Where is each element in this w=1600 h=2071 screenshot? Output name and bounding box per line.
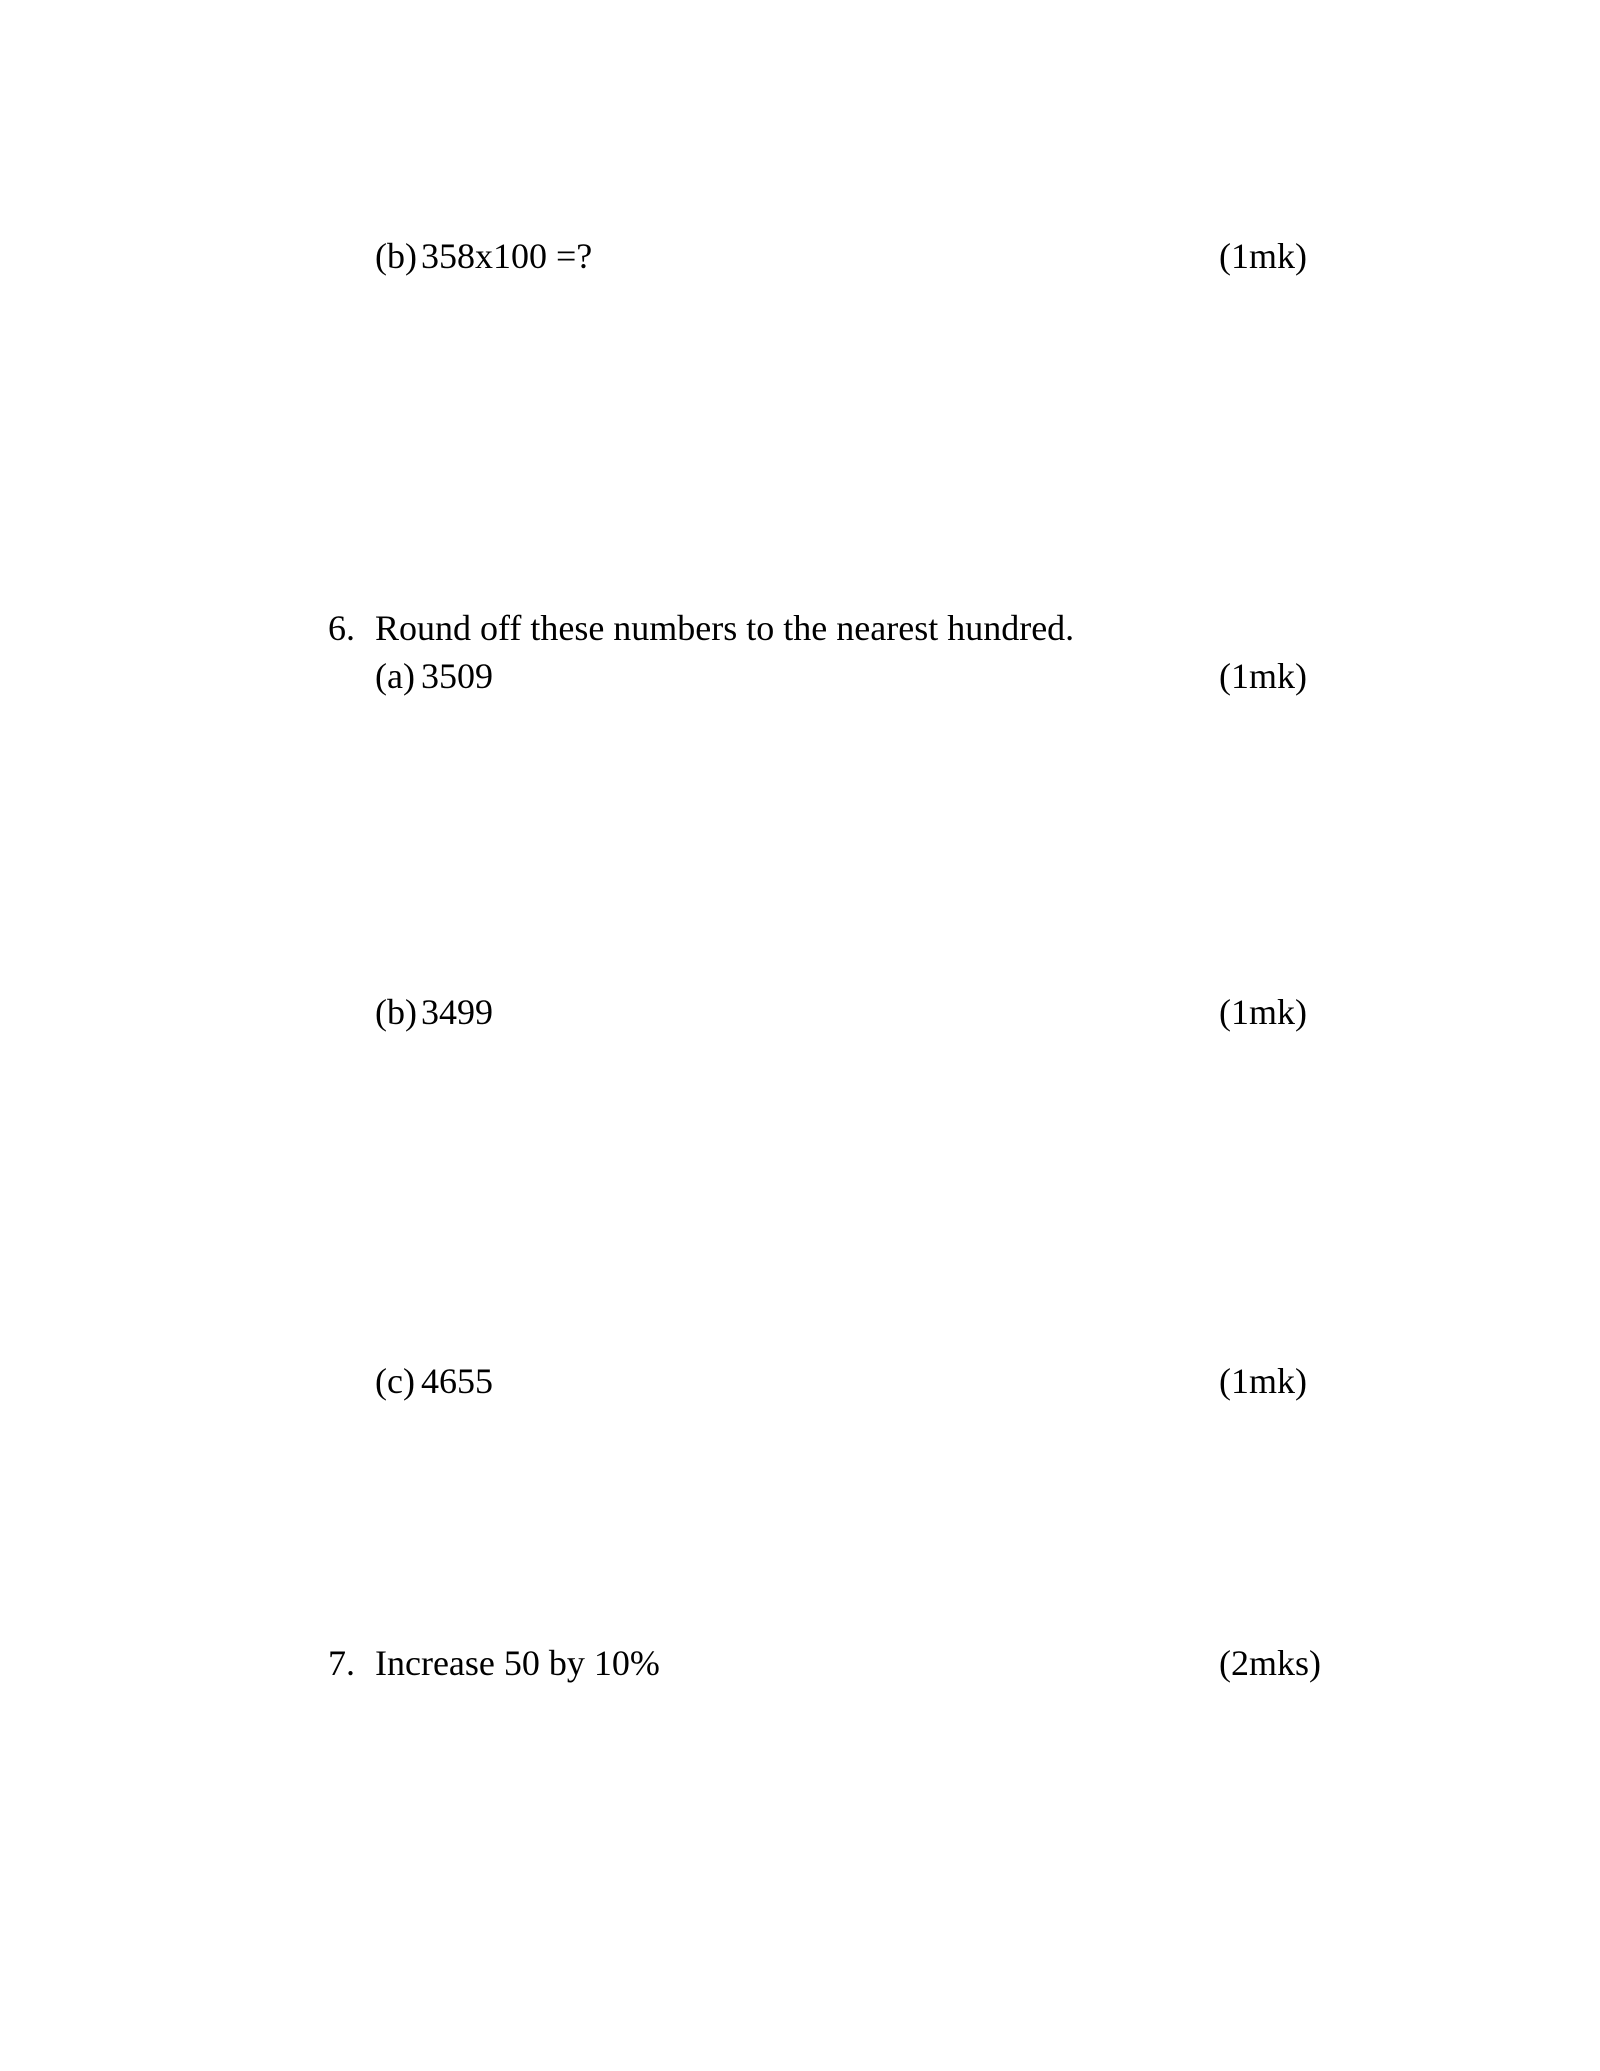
question-number: 6. xyxy=(328,608,355,648)
marks-label: (1mk) xyxy=(1219,236,1307,276)
sub-question-text: 358x100 =? xyxy=(421,236,593,276)
marks-label: (1mk) xyxy=(1219,1361,1307,1401)
question-number: 7. xyxy=(328,1643,355,1683)
sub-question-label: (a) xyxy=(375,656,415,696)
marks-label: (1mk) xyxy=(1219,656,1307,696)
question-text: Round off these numbers to the nearest hundred. xyxy=(375,608,1075,648)
marks-label: (1mk) xyxy=(1219,992,1307,1032)
sub-question-text: 3509 xyxy=(421,656,493,696)
sub-question-label: (b) xyxy=(375,992,417,1032)
sub-question-label: (b) xyxy=(375,236,417,276)
sub-question-text: 3499 xyxy=(421,992,493,1032)
question-text: Increase 50 by 10% xyxy=(375,1643,660,1683)
sub-question-label: (c) xyxy=(375,1361,415,1401)
marks-label: (2mks) xyxy=(1219,1643,1321,1683)
sub-question-text: 4655 xyxy=(421,1361,493,1401)
